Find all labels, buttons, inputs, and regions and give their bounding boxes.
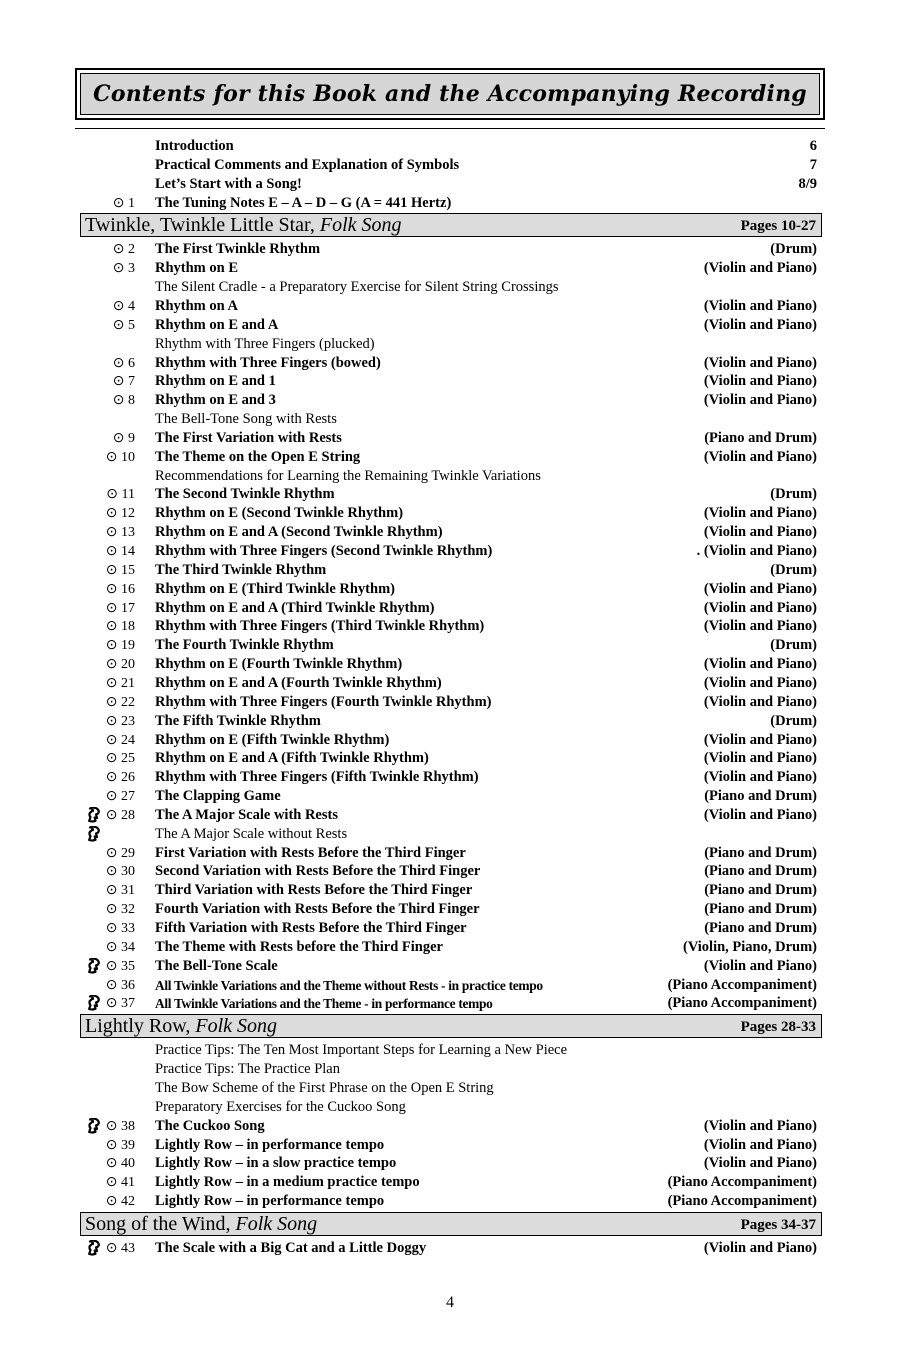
entry-title: Fourth Variation with Rests Before the Third Finger	[155, 901, 480, 918]
entry-page-or-accompaniment: (Violin and Piano)	[703, 599, 817, 616]
track-number: ⊙ 7	[112, 374, 135, 390]
track-number: ⊙ 15	[105, 562, 135, 578]
toc-row	[80, 712, 817, 731]
section-name: Lightly Row,	[85, 1015, 191, 1038]
entry-title: Rhythm on E and A (Fifth Twinkle Rhythm)	[155, 750, 429, 767]
track-number: ⊙ 39	[105, 1137, 135, 1153]
track-number: ⊙ 24	[105, 732, 135, 748]
entry-title: The Fifth Twinkle Rhythm	[155, 712, 321, 729]
entry-title: The Bow Scheme of the First Phrase on the Open E String	[155, 1079, 494, 1096]
entry-title: Rhythm with Three Fingers (Second Twinkle Rhythm)	[155, 543, 493, 559]
toc-row	[80, 674, 817, 693]
track-number: ⊙ 9	[112, 430, 135, 446]
toc-row	[80, 617, 817, 636]
entry-title: Rhythm with Three Fingers (bowed)	[155, 354, 381, 371]
track-number: ⊙ 11	[106, 487, 135, 503]
entry-title: Lightly Row – in a medium practice tempo	[155, 1174, 420, 1191]
toc-row	[80, 354, 817, 373]
entry-title: The First Twinkle Rhythm	[155, 241, 321, 258]
toc-row	[80, 1060, 817, 1079]
entry-title: Practical Comments and Explanation of Symbols	[155, 156, 460, 173]
toc-row	[80, 278, 817, 297]
entry-page-or-accompaniment: (Violin, Piano, Drum)	[683, 938, 817, 955]
toc-row	[80, 881, 817, 900]
toc-row	[80, 297, 817, 316]
page-number: 4	[446, 1294, 454, 1311]
contents-title-box	[75, 68, 825, 120]
toc-row	[80, 523, 817, 542]
toc-row	[80, 316, 817, 335]
section-subtitle: Folk Song	[235, 1212, 318, 1235]
section-header	[80, 1212, 822, 1236]
toc-row	[80, 1041, 817, 1060]
entry-page-or-accompaniment: (Piano Accompaniment)	[667, 995, 817, 1012]
entry-page-or-accompaniment: (Violin and Piano)	[703, 769, 817, 786]
section-header	[80, 1014, 822, 1038]
entry-page-or-accompaniment: (Drum)	[770, 712, 817, 729]
toc-row	[80, 335, 817, 354]
entry-page-or-accompaniment: (Piano and Drum)	[704, 901, 817, 918]
entry-title: Practice Tips: The Practice Plan	[155, 1061, 340, 1078]
toc-row	[80, 429, 817, 448]
track-number: ⊙ 41	[105, 1175, 135, 1191]
entry-page-or-accompaniment: (Drum)	[770, 241, 817, 258]
toc-row	[80, 504, 817, 523]
toc-row	[80, 485, 817, 504]
toc-row	[80, 240, 817, 259]
track-number: ⊙ 16	[105, 581, 135, 597]
entry-page-or-accompaniment: (Violin and Piano)	[703, 354, 817, 371]
section-pages: Pages 28-33	[740, 1019, 816, 1036]
entry-page-or-accompaniment: (Violin and Piano)	[703, 1155, 817, 1172]
entry-title: Rhythm on E (Fourth Twinkle Rhythm)	[155, 656, 403, 673]
track-number: ⊙ 18	[105, 619, 135, 635]
entry-page-or-accompaniment: (Piano and Drum)	[704, 920, 817, 936]
entry-title: Recommendations for Learning the Remaining Twinkle Variations	[155, 467, 541, 484]
toc-row	[80, 655, 817, 674]
entry-page-or-accompaniment: (Violin and Piano)	[703, 1136, 817, 1153]
track-number: ⊙ 26	[105, 770, 135, 786]
toc-row	[80, 1239, 817, 1258]
section-subtitle: Folk Song	[195, 1015, 278, 1038]
track-number: ⊙ 10	[105, 449, 135, 465]
toc-row	[80, 825, 817, 844]
toc-row	[80, 768, 817, 787]
entry-page-or-accompaniment: 6	[809, 138, 817, 154]
toc-row	[80, 448, 817, 467]
track-number: ⊙ 35	[105, 958, 135, 974]
toc-row	[80, 749, 817, 768]
toc-row	[80, 787, 817, 806]
entry-title: Rhythm on E and A (Third Twinkle Rhythm)	[155, 599, 435, 616]
entry-title: The A Major Scale without Rests	[155, 825, 348, 842]
toc-row	[80, 561, 817, 580]
entry-title: All Twinkle Variations and the Theme without Rests - in practice tempo	[155, 977, 543, 993]
entry-page-or-accompaniment: (Piano and Drum)	[704, 863, 817, 880]
entry-title: Rhythm on E and A	[155, 316, 279, 333]
entry-page-or-accompaniment: (Violin and Piano)	[703, 524, 817, 541]
track-number: ⊙ 19	[105, 638, 135, 654]
entry-title: Rhythm with Three Fingers (Third Twinkle Rhythm)	[155, 618, 485, 635]
track-number: ⊙ 42	[105, 1194, 135, 1210]
entry-page-or-accompaniment: (Violin and Piano)	[703, 656, 817, 673]
toc-row	[80, 259, 817, 278]
entry-title: Introduction	[155, 138, 234, 154]
entry-title: Rhythm on E	[155, 260, 238, 277]
toc-row	[80, 372, 817, 391]
entry-page-or-accompaniment: (Violin and Piano)	[703, 316, 817, 333]
section-title	[85, 1015, 277, 1038]
entry-title: The Bell-Tone Scale	[155, 957, 278, 974]
entry-page-or-accompaniment: (Violin and Piano)	[703, 750, 817, 767]
section-name: Song of the Wind,	[85, 1212, 231, 1235]
track-number: ⊙ 29	[105, 845, 135, 861]
toc-row	[80, 900, 817, 919]
entry-title: Lightly Row – in a slow practice tempo	[155, 1155, 397, 1172]
entry-page-or-accompaniment: 8/9	[798, 175, 817, 192]
title-rule	[75, 128, 825, 129]
entry-title: The Bell-Tone Song with Rests	[155, 411, 337, 428]
entry-page-or-accompaniment: (Piano and Drum)	[704, 844, 817, 861]
toc-row	[80, 1079, 817, 1098]
toc-row	[80, 1136, 817, 1155]
track-number: ⊙ 25	[105, 751, 135, 767]
entry-page-or-accompaniment: 7	[809, 156, 817, 173]
track-number: ⊙ 4	[112, 298, 135, 314]
track-number: ⊙ 27	[105, 789, 135, 805]
toc-row	[80, 693, 817, 712]
entry-page-or-accompaniment: (Violin and Piano)	[703, 674, 817, 691]
section-title	[85, 214, 402, 237]
entry-title: Preparatory Exercises for the Cuckoo Song	[155, 1098, 406, 1115]
entry-title: Rhythm on E and A (Second Twinkle Rhythm)	[155, 524, 443, 541]
track-number: ⊙ 22	[105, 694, 135, 710]
entry-title: The Third Twinkle Rhythm	[155, 561, 327, 578]
entry-title: Second Variation with Rests Before the Third Finger	[155, 863, 481, 880]
entry-page-or-accompaniment: (Violin and Piano)	[703, 693, 817, 710]
entry-page-or-accompaniment: (Violin and Piano)	[703, 1117, 817, 1134]
section-pages: Pages 34-37	[740, 1216, 816, 1233]
track-number: ⊙ 14	[105, 544, 135, 559]
entry-page-or-accompaniment: (Piano and Drum)	[704, 429, 817, 446]
entry-title: First Variation with Rests Before the Third Finger	[155, 844, 466, 861]
entry-title: Rhythm on E (Fifth Twinkle Rhythm)	[155, 731, 390, 748]
entry-title: Rhythm with Three Fingers (Fifth Twinkle Rhythm)	[155, 769, 479, 786]
track-number: ⊙ 12	[105, 506, 135, 522]
contents-title-panel	[80, 73, 820, 115]
toc-row	[80, 580, 817, 599]
entry-page-or-accompaniment: (Piano and Drum)	[704, 882, 817, 899]
toc-row	[80, 175, 817, 194]
track-number: ⊙ 21	[105, 675, 135, 691]
toc-row	[80, 1098, 817, 1117]
track-number: ⊙ 20	[105, 657, 135, 673]
toc-row	[80, 391, 817, 410]
entry-title: Rhythm on E and 3	[155, 392, 276, 409]
entry-page-or-accompaniment: . (Violin and Piano)	[696, 543, 817, 559]
entry-page-or-accompaniment: (Piano Accompaniment)	[667, 1174, 817, 1191]
section-name: Twinkle, Twinkle Little Star,	[85, 214, 315, 237]
entry-title: The Clapping Game	[155, 788, 281, 805]
track-number: ⊙ 33	[105, 921, 135, 936]
entry-title: Lightly Row – in performance tempo	[155, 1136, 385, 1153]
entry-page-or-accompaniment: (Violin and Piano)	[703, 957, 817, 974]
track-number: ⊙ 8	[112, 393, 135, 409]
track-number: ⊙ 2	[112, 242, 135, 258]
entry-page-or-accompaniment: (Piano Accompaniment)	[667, 1193, 817, 1210]
toc-row	[80, 599, 817, 618]
entry-page-or-accompaniment: (Violin and Piano)	[703, 260, 817, 277]
entry-title: Rhythm on E and 1	[155, 373, 276, 390]
entry-page-or-accompaniment: (Violin and Piano)	[703, 806, 817, 823]
entry-page-or-accompaniment: (Violin and Piano)	[703, 297, 817, 314]
entry-page-or-accompaniment: (Violin and Piano)	[703, 505, 817, 522]
section-header	[80, 213, 822, 237]
entry-page-or-accompaniment: (Violin and Piano)	[703, 392, 817, 409]
entry-page-or-accompaniment: (Drum)	[770, 486, 817, 503]
entry-title: The Second Twinkle Rhythm	[155, 486, 335, 503]
entry-page-or-accompaniment: (Violin and Piano)	[703, 373, 817, 390]
entry-title: Rhythm on A	[155, 297, 238, 314]
entry-title: Rhythm on E (Second Twinkle Rhythm)	[155, 505, 404, 522]
track-number: ⊙ 32	[105, 902, 135, 918]
entry-title: The Silent Cradle - a Preparatory Exercise for Silent String Crossings	[155, 279, 559, 296]
entry-title: The A Major Scale with Rests	[155, 806, 338, 823]
toc-row	[80, 994, 817, 1013]
entry-page-or-accompaniment: (Piano Accompaniment)	[667, 976, 817, 993]
entry-page-or-accompaniment: (Violin and Piano)	[703, 580, 817, 597]
entry-title: The Theme with Rests before the Third Finger	[155, 938, 443, 955]
toc-row	[80, 1192, 817, 1211]
entry-page-or-accompaniment: (Violin and Piano)	[703, 618, 817, 635]
entry-title: The Tuning Notes E – A – D – G (A = 441 Hertz)	[155, 194, 452, 211]
toc-row	[80, 467, 817, 486]
entry-title: The Scale with a Big Cat and a Little Doggy	[155, 1239, 427, 1256]
entry-title: Rhythm with Three Fingers (plucked)	[155, 335, 375, 352]
toc-row	[80, 542, 817, 561]
entry-title: All Twinkle Variations and the Theme - in performance tempo	[155, 996, 493, 1012]
entry-title: Practice Tips: The Ten Most Important Steps for Learning a New Piece	[155, 1042, 568, 1059]
toc-row	[80, 938, 817, 957]
toc-row	[80, 976, 817, 995]
entry-title: Rhythm on E (Third Twinkle Rhythm)	[155, 580, 395, 597]
toc-row	[80, 806, 817, 825]
toc-row	[80, 1154, 817, 1173]
track-number: ⊙ 36	[105, 977, 135, 993]
entry-page-or-accompaniment: (Drum)	[770, 561, 817, 578]
toc-row	[80, 919, 817, 938]
toc-row	[80, 1173, 817, 1192]
track-number: ⊙ 1	[112, 195, 135, 211]
entry-page-or-accompaniment: (Violin and Piano)	[703, 731, 817, 748]
entry-page-or-accompaniment: (Violin and Piano)	[703, 448, 817, 465]
toc-row	[80, 156, 817, 175]
entry-title: The Theme on the Open E String	[155, 448, 361, 465]
track-number: ⊙ 23	[105, 713, 135, 729]
toc-row	[80, 844, 817, 863]
entry-page-or-accompaniment: (Drum)	[770, 637, 817, 654]
entry-title: The Fourth Twinkle Rhythm	[155, 637, 334, 654]
toc-row	[80, 957, 817, 976]
entry-title: Third Variation with Rests Before the Third Finger	[155, 882, 473, 899]
track-number: ⊙ 3	[112, 261, 135, 277]
track-number: ⊙ 13	[105, 525, 135, 541]
toc-row	[80, 731, 817, 750]
toc-row	[80, 137, 817, 156]
entry-page-or-accompaniment: (Violin and Piano)	[703, 1239, 817, 1256]
entry-title: Fifth Variation with Rests Before the Third Finger	[155, 920, 467, 936]
section-pages: Pages 10-27	[740, 218, 816, 235]
track-number: ⊙ 34	[105, 939, 135, 955]
entry-title: Let’s Start with a Song!	[155, 175, 302, 192]
track-number: ⊙ 43	[105, 1240, 135, 1256]
toc-row	[80, 636, 817, 655]
track-number: ⊙ 17	[105, 600, 135, 616]
entry-title: Rhythm with Three Fingers (Fourth Twinkle Rhythm)	[155, 693, 492, 710]
toc-row	[80, 1117, 817, 1136]
toc-row	[80, 194, 817, 213]
page-title: Contents for this Book and the Accompanying Recording	[93, 81, 807, 107]
track-number: ⊙ 31	[105, 883, 135, 899]
track-number: ⊙ 28	[105, 807, 135, 823]
track-number: ⊙ 6	[112, 355, 135, 371]
entry-title: The Cuckoo Song	[155, 1117, 265, 1134]
entry-page-or-accompaniment: (Piano and Drum)	[704, 788, 817, 805]
entry-title: Lightly Row – in performance tempo	[155, 1193, 385, 1210]
entry-title: The First Variation with Rests	[155, 429, 342, 446]
track-number: ⊙ 30	[105, 864, 135, 880]
track-number: ⊙ 38	[105, 1118, 135, 1134]
track-number: ⊙ 5	[112, 317, 135, 333]
track-number: ⊙ 37	[105, 996, 135, 1012]
track-number: ⊙ 40	[105, 1156, 135, 1172]
section-title	[85, 1213, 317, 1236]
section-subtitle: Folk Song	[319, 214, 402, 237]
toc-row	[80, 862, 817, 881]
toc-row	[80, 410, 817, 429]
entry-title: Rhythm on E and A (Fourth Twinkle Rhythm)	[155, 674, 442, 691]
